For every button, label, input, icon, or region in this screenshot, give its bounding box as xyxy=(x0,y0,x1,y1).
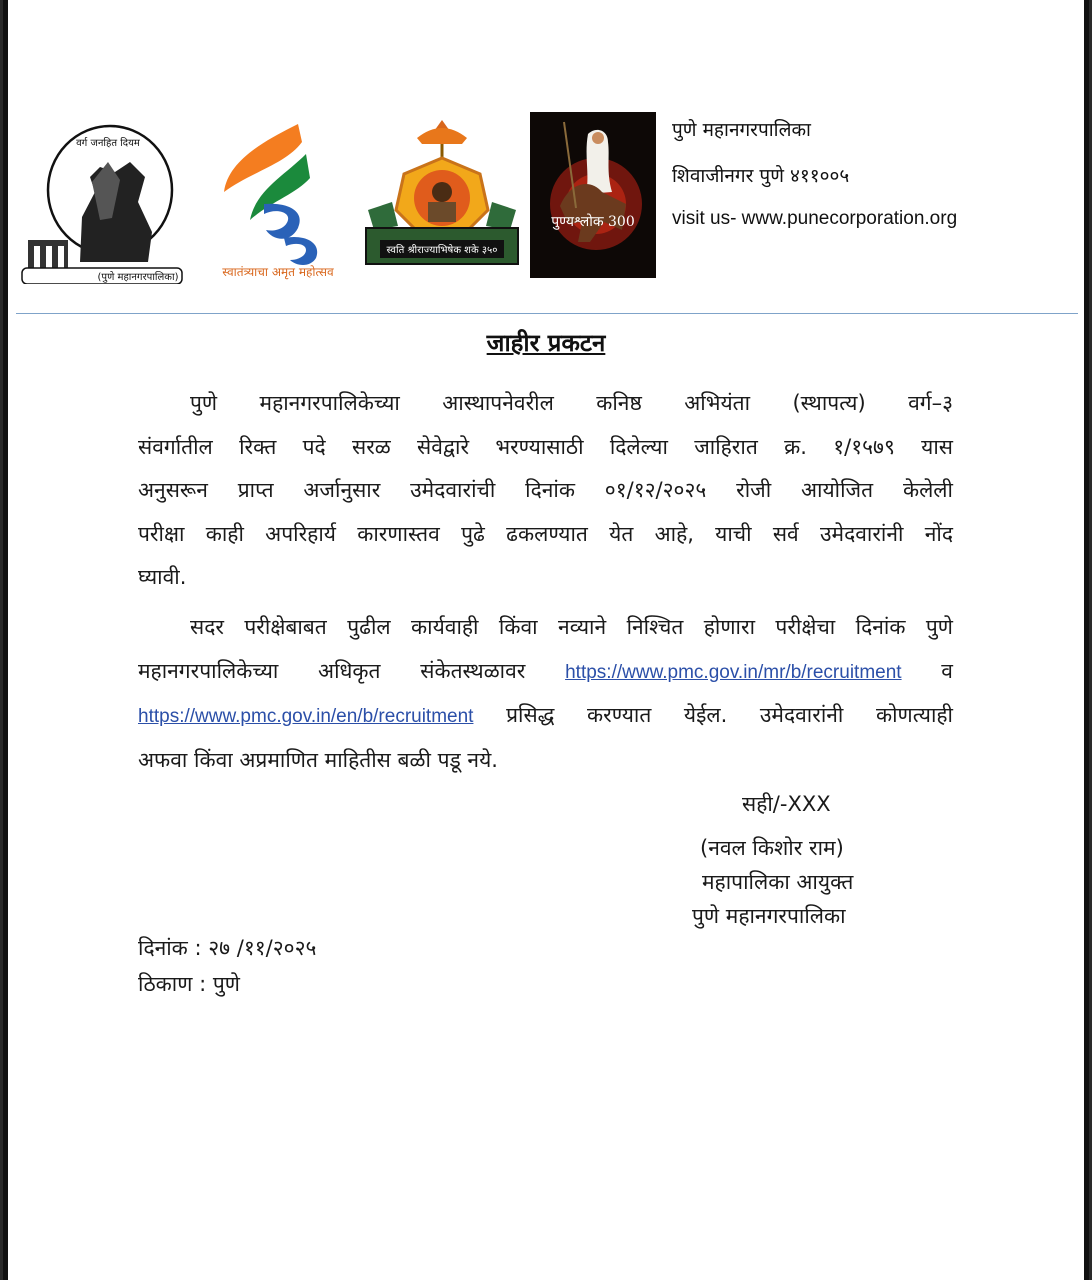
shivrajyabhishek-350-logo xyxy=(362,118,522,268)
recruitment-link-mr[interactable]: https://www.pmc.gov.in/mr/b/recruitment xyxy=(565,661,902,683)
para1-line-4: परीक्षा काही अपरिहार्य कारणास्तव पुढे ढकलण्यात येत आहे, याची सर्व उमेदवारांनी नोंद xyxy=(138,521,953,546)
para1-line-2: संवर्गातील रिक्त पदे सरळ सेवेद्वारे भरण्यासाठी दिलेल्या जाहिरात क्र. १/१५७९ यास xyxy=(138,434,953,459)
para2-line-3: https://www.pmc.gov.in/en/b/recruitment प्रसिद्ध करण्यात येईल. उमेदवारांनी कोणत्याही xyxy=(138,703,953,727)
notice-paragraph-1 xyxy=(138,382,953,600)
para2-line-4: अफवा किंवा अप्रमाणित माहितीस बळी पडू नये. xyxy=(138,747,498,772)
signature-signed: सही/-XXX xyxy=(742,792,831,816)
notice-place: ठिकाण : पुणे xyxy=(138,972,240,996)
org-address: शिवाजीनगर पुणे ४११००५ xyxy=(672,165,850,187)
para1-line-1: पुणे महानगरपालिकेच्या आस्थापनेवरील कनिष्ठ अभियंता (स्थापत्य) वर्ग–३ xyxy=(190,391,953,415)
header-divider xyxy=(16,313,1078,314)
pmc-emblem-logo xyxy=(20,122,186,284)
notice-paragraph-2 xyxy=(138,606,953,782)
signatory-org: पुणे महानगरपालिका xyxy=(692,904,846,928)
notice-date: दिनांक : २७ /११/२०२५ xyxy=(138,936,317,960)
punyashlok-caption: पुण्यश्लोक 300 xyxy=(551,214,635,230)
notice-page xyxy=(8,0,1084,1280)
pmc-caption: (पुणे महानगरपालिका) xyxy=(97,272,179,283)
left-edge-shadow xyxy=(0,0,3,1280)
signatory-designation: महापालिका आयुक्त xyxy=(702,870,854,894)
para2-line-1: सदर परीक्षेबाबत पुढील कार्यवाही किंवा नव्याने निश्चित होणारा परीक्षेचा दिनांक पुणे xyxy=(190,615,953,639)
shivrajyabhishek-caption: स्वति श्रीराज्याभिषेक शके ३५० xyxy=(386,245,498,256)
signatory-name: (नवल किशोर राम) xyxy=(700,836,844,860)
notice-title: जाहीर प्रकटन xyxy=(486,329,606,357)
org-name: पुणे महानगरपालिका xyxy=(672,119,811,141)
para2-line-2: महानगरपालिकेच्या अधिकृत संकेतस्थळावर https://www.pmc.gov.in/mr/b/recruitment व xyxy=(138,658,953,683)
org-website[interactable]: visit us- www.punecorporation.org xyxy=(672,208,958,229)
para1-line-3: अनुसरून प्राप्त अर्जानुसार उमेदवारांची दिनांक ०१/१२/२०२५ रोजी आयोजित केलेली xyxy=(138,478,953,502)
azadi-ka-amrit-mahotsav-logo xyxy=(206,120,352,280)
para1-line-5: घ्यावी. xyxy=(138,565,187,589)
amrit-mahotsav-caption: स्वातंत्र्याचा अमृत महोत्सव xyxy=(222,265,334,279)
pmc-motto: वर्ग जनहित दियम xyxy=(76,138,140,149)
punyashlok-300-logo xyxy=(530,112,656,278)
recruitment-link-en[interactable]: https://www.pmc.gov.in/en/b/recruitment xyxy=(138,706,474,727)
